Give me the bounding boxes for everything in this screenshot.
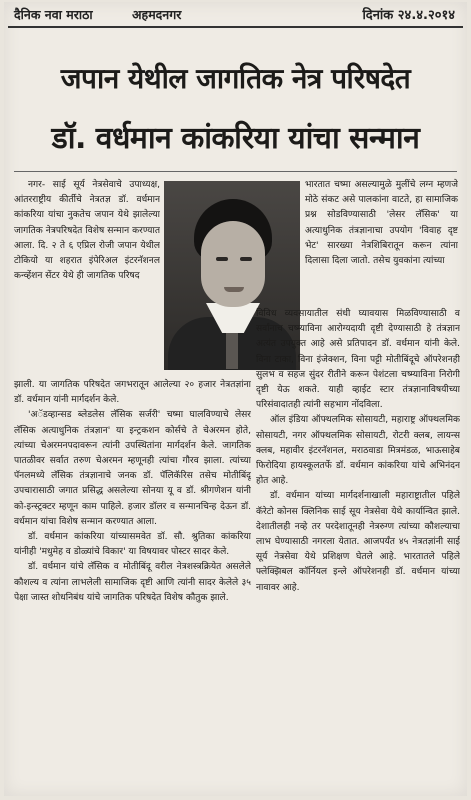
newspaper-name: दैनिक नवा मराठा	[14, 7, 93, 22]
publication-date: दिनांक २४.४.२०१४	[362, 8, 455, 23]
article-paragraph: विविध व्यवसायातील संधी घ्यावयास मिळविण्यासाठी व सर्वांनाच चष्म्याविना आरोग्यदायी दृष्टी देण्यासाठी हे तंत्रज्ञान अत्यंत उपयुक्त आहे असे प्रतिपादन डॉ. वर्धमान यांनी केले. विना टाका, विना इंजेक्शन, विना पट्टी मोतीबिंदूचे ऑपरेशनही सुलभ व सहज सुंदर रीतीने करून पेशंटला चष्म्याविना निरोगी दृष्टी येऊ शकते. याही व्हाईट स्टार तंत्रज्ञानाविषयीच्या परिसंवादातही त्यांनी सहभाग नोंदविला.	[256, 309, 460, 411]
article-paragraph: डॉ. वर्धमान यांच्या मार्गदर्शनाखाली महाराष्ट्रातील पहिले कॅरेटो कोनस क्लिनिक साई सूय नेत्रसेवा येथे कार्यान्वित झाले. देशातीलही नव्हे तर परदेशातूनही नेत्ररुग्ण त्यांच्या कौशल्याचा लाभ घेण्यासाठी नगरला येतात. आजपर्यंत ४५ नेत्रतज्ञांनी साई सूर्य नेत्रसेवा येथे प्रशिक्षण घेतले आहे. भारतातले पहिले फ्लेक्झिबल कॉर्नियल इन्ले ऑपरेशनही डॉ. वर्धमान यांच्या नावावर आहे.	[256, 491, 460, 593]
headline-line-2: डॉ. वर्धमान कांकरिया यांचा सन्मान	[51, 121, 420, 156]
article-paragraph: डॉ. वर्धमान यांचे लॅसिक व मोतीबिंदू वरील नेत्रशस्त्रक्रियेत असलेले कौशल्य व त्यांना लाभलेली सामाजिक दृष्टी आणि त्यांनी सादर केलेले ३५ पेक्षा जास्त शोधनिबंध यांचे जागतिक परिषदेत विशेष कौतुक झाले.	[14, 562, 251, 603]
masthead-rule	[8, 26, 463, 28]
article-paragraph: भारतात चष्मा असल्यामुळे मुलींचे लग्न म्हणजे मोठे संकट असे पालकांना वाटते, हा सामाजिक प्रश्न सोडविण्यासाठी 'लेसर लॅसिक' या अत्याधुनिक तंत्रज्ञानाचा उपयोग 'विवाह दृष्ट भेट' सारख्या नेत्रशिबिरातून करून त्यांना दिलासा दिला जातो. तसेच युवकांना त्यांच्या	[305, 180, 458, 267]
article-paragraph: नगर- साई सूर्य नेत्रसेवाचे उपाध्यक्ष, आंतरराष्ट्रीय कीर्तीचे नेत्रतज्ञ डॉ. वर्धमान कांकरिया यांचा नुकतेच जपान येथे झालेल्या जागतिक नेत्रपरिषदेत विशेष सन्मान करण्यात आला. दि. २ ते ६ एप्रिल रोजी जपान येथील टोकियो या शहरात इंपेरिअल इंटरनॅशनल कन्व्हेंशन सेंटर येथे ही जागतिक परिषद	[14, 180, 160, 282]
headline-rule	[14, 171, 457, 172]
headline-line-1: जपान येथील जागतिक नेत्र परिषदेत	[60, 62, 411, 95]
article-column-left	[14, 378, 251, 792]
article-column-left-top	[14, 178, 160, 378]
article-paragraph: झाली. या जागतिक परिषदेत जगभरातून आलेल्या २० हजार नेत्रतज्ञांना डॉ. वर्धमान यांनी मार्गदर्शन केले.	[14, 380, 251, 406]
article-paragraph: डॉ. वर्धमान कांकरिया यांच्यासमवेत डॉ. सौ. श्रुतिका कांकरिया यांनीही 'मधुमेह व डोळ्यांचे विकार' या विषयावर पोस्टर सादर केले.	[14, 532, 251, 558]
article-paragraph: ऑल इंडिया ऑफ्थलमिक सोसायटी, महाराष्ट्र ऑफ्थलमिक सोसायटी, नगर ऑफ्थलमिक सोसायटी, रोटरी क्लब, लायन्स क्लब, महावीर इंटरनॅशनल, मराठवाडा मित्रमंडळ, भाऊसाहेब फिरोदिया हायस्कूलतर्फे डॉ. वर्धमान कांकरिया यांचे अभिनंदन होत आहे.	[256, 415, 460, 487]
edition-city: अहमदनगर	[132, 7, 182, 22]
article-column-right	[256, 307, 460, 794]
article-column-right-top	[305, 178, 458, 307]
masthead	[14, 4, 461, 24]
article-paragraph: 'अॅडव्हान्सड ब्लेडलेस लॅसिक सर्जरी' चष्मा घालविण्याचे लेसर लॅसिक अत्याधुनिक तंत्रज्ञान' या इन्ट्रकशन कोर्सचे ते चेअरमन होते, त्यांच्या चेअरमनपदावरून त्यांनी उपस्थितांना मार्गदर्शन केले. जागतिक पातळीवर सर्वात तरुण चेअरमन म्हणूनही त्यांचा गौरव झाला. त्यांच्या पॅनलमध्ये लॅसिक तंत्रज्ञानाचे जनक डॉ. पॅलिकॅरिस तसेच मोतीबिंदू उपचारासाठी जगात प्रसिद्ध असलेल्या सोनया यू व डॉ. श्रीगणेशन यांनी को-इन्स्ट्रक्टर म्हणून काम पाहिले. हजार डॉलर व सन्मानचिन्ह देऊन डॉ. वर्धमान यांचा विशेष सन्मान करण्यात आला.	[14, 410, 251, 527]
